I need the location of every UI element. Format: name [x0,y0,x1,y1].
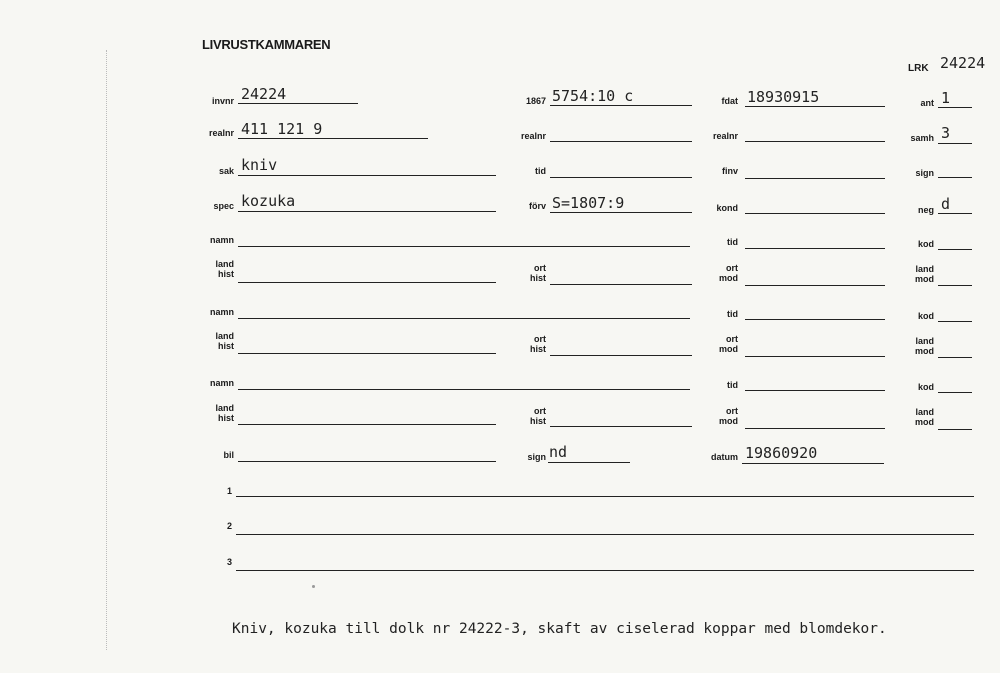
land-hist-label-3: land hist [215,403,234,423]
forv-value: S=1807:9 [552,194,625,212]
land-hist-label-2: land hist [215,331,234,351]
tid-label-1: tid [535,166,546,176]
spec-value: kozuka [241,192,296,210]
kod-line-2 [938,321,972,322]
ort-mod-line-2 [745,356,885,357]
namn-label-3: namn [209,378,234,388]
row-1-label: 1 [226,486,232,496]
year-label: 1867 [525,96,546,106]
invnr-value: 24224 [241,85,287,103]
samh-label: samh [910,133,934,143]
datum-label: datum [711,452,738,462]
sak-value: kniv [241,156,278,174]
ort-hist-line-3 [550,426,692,427]
namn-line-1 [238,246,690,247]
finv-label: finv [721,166,738,176]
kod-label-3: kod [917,382,934,392]
ort-mod-line-3 [745,428,885,429]
ort-mod-label-3: ort mod [719,406,738,426]
realnr-label-2: realnr [520,131,546,141]
fdat-line [745,106,885,107]
ort-mod-line-1 [745,285,885,286]
bil-label: bil [223,450,234,460]
tid-line-4 [745,390,885,391]
forv-line [550,212,692,213]
land-mod-label-1: land mod [915,264,934,284]
sign-value: nd [549,443,568,461]
realnr-line-3 [745,141,885,142]
page-title: LIVRUSTKAMMAREN [202,37,331,52]
land-hist-line-2 [238,353,496,354]
ort-hist-label-1: ort hist [529,263,546,283]
ort-hist-line-2 [550,355,692,356]
row-3-label: 3 [226,557,232,567]
realnr-label-3: realnr [712,131,738,141]
year-line [550,105,692,106]
row-2-line [236,534,974,535]
land-mod-line-2 [938,357,972,358]
sign-line-1 [938,177,972,178]
finv-line [745,178,885,179]
neg-line [938,213,972,214]
namn-label-2: namn [209,307,234,317]
land-hist-line-3 [238,424,496,425]
speck [312,585,315,588]
ort-mod-label-2: ort mod [719,334,738,354]
neg-label: neg [917,205,934,215]
sign-label-1: sign [915,168,934,178]
row-1-line [236,496,974,497]
ant-value: 1 [941,89,951,107]
row-2-label: 2 [226,521,232,531]
realnr-label-1: realnr [208,128,234,138]
tid-label-2: tid [727,237,738,247]
tid-line-1 [550,177,692,178]
row-3-line [236,570,974,571]
ant-label: ant [920,98,934,108]
land-mod-label-2: land mod [915,336,934,356]
datum-line [742,463,884,464]
kod-label-2: kod [917,311,934,321]
datum-value: 19860920 [745,444,818,462]
ort-hist-label-3: ort hist [529,406,546,426]
ant-line [938,107,972,108]
ort-hist-label-2: ort hist [529,334,546,354]
tid-label-4: tid [727,380,738,390]
tid-line-2 [745,248,885,249]
spec-label: spec [213,201,234,211]
fdat-value: 18930915 [747,88,820,106]
land-mod-line-3 [938,429,972,430]
neg-value: d [941,195,951,213]
land-hist-label-1: land hist [215,259,234,279]
lrk-value: 24224 [940,54,986,72]
namn-label-1: namn [209,235,234,245]
realnr-value: 411 121 9 [241,120,323,138]
tid-label-3: tid [727,309,738,319]
land-hist-line-1 [238,282,496,283]
namn-line-3 [238,389,690,390]
land-mod-label-3: land mod [915,407,934,427]
lrk-label: LRK [908,63,929,74]
realnr-line-2 [550,141,692,142]
year-value: 5754:10 c [552,87,634,105]
bil-line [238,461,496,462]
samh-line [938,143,972,144]
description-note: Kniv, kozuka till dolk nr 24222-3, skaft av ciselerad koppar med blomdekor. [232,621,887,637]
kond-label: kond [716,203,738,213]
ort-hist-line-1 [550,284,692,285]
kod-line-3 [938,392,972,393]
land-mod-line-1 [938,285,972,286]
namn-line-2 [238,318,690,319]
tid-line-3 [745,319,885,320]
punch-edge [106,50,110,650]
ort-mod-label-1: ort mod [719,263,738,283]
fdat-label: fdat [721,96,738,106]
kod-line-1 [938,249,972,250]
kod-label-1: kod [917,239,934,249]
invnr-label: invnr [211,96,234,106]
sign-line-2 [548,462,630,463]
sign-label-2: sign [527,452,546,462]
spec-line [238,211,496,212]
kond-line [745,213,885,214]
sak-line [238,175,496,176]
invnr-line [238,103,358,104]
samh-value: 3 [941,124,951,142]
forv-label: förv [528,201,546,211]
sak-label: sak [218,166,234,176]
realnr-line-1 [238,138,428,139]
